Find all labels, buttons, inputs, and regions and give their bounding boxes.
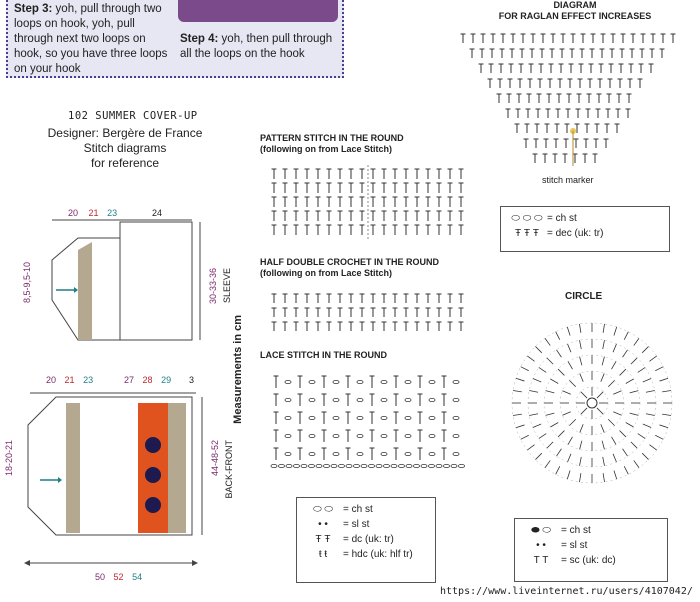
pattern-stitch-chart bbox=[268, 165, 468, 240]
chain-stitch bbox=[405, 434, 411, 437]
legend-symbol: ⬭ ⬭ ⬭ bbox=[511, 213, 543, 224]
legend-symbol: ŧ ŧ bbox=[318, 549, 328, 560]
circle-title: CIRCLE bbox=[565, 291, 603, 302]
chain-stitch bbox=[405, 452, 411, 455]
step4-label: Step 4: bbox=[180, 33, 219, 45]
raglan-title-1: DIAGRAM bbox=[553, 0, 597, 10]
hdc-title bbox=[260, 257, 439, 279]
chain-stitch bbox=[399, 464, 405, 467]
khaki-band-left bbox=[66, 403, 80, 533]
circle-stitch bbox=[597, 408, 603, 414]
chain-stitch bbox=[316, 464, 322, 467]
circle-stitch bbox=[608, 419, 614, 425]
circle-stitch bbox=[547, 442, 553, 448]
sleeve-upper bbox=[120, 222, 192, 340]
legend-row bbox=[521, 553, 661, 568]
circle-stitch bbox=[558, 431, 564, 437]
body-top-right: 3 bbox=[189, 375, 195, 385]
body-left-size-c: 23 bbox=[83, 375, 94, 385]
chain-stitch bbox=[459, 464, 465, 467]
circle-stitch bbox=[547, 358, 553, 364]
chain-stitch bbox=[333, 452, 339, 455]
circle-stitch bbox=[630, 391, 639, 393]
circle-stitch bbox=[638, 434, 645, 439]
circle-stitch bbox=[655, 435, 663, 439]
circle-stitch bbox=[614, 471, 617, 480]
circle-stitch bbox=[533, 379, 541, 382]
circle-stitch bbox=[649, 356, 656, 361]
chain-stitch bbox=[333, 398, 339, 401]
circle-stitch bbox=[580, 340, 582, 349]
chain-stitch bbox=[285, 434, 291, 437]
circle-stitch bbox=[569, 380, 575, 386]
circle-stitch bbox=[568, 344, 571, 352]
legend-row bbox=[521, 538, 661, 553]
legend-row bbox=[521, 523, 661, 538]
circle-stitch bbox=[603, 457, 605, 466]
body-mid-size-b: 28 bbox=[142, 375, 153, 385]
chain-stitch bbox=[381, 452, 387, 455]
lace-title: LACE STITCH IN THE ROUND bbox=[260, 350, 387, 360]
chain-stitch bbox=[357, 416, 363, 419]
circle-stitch bbox=[602, 357, 604, 366]
legend-row bbox=[303, 517, 429, 532]
raglan-legend bbox=[500, 206, 670, 252]
circle-stitch bbox=[634, 460, 639, 467]
chain-stitch bbox=[346, 464, 352, 467]
chain-stitch bbox=[309, 434, 315, 437]
raglan-title bbox=[470, 0, 680, 22]
chain-stitch bbox=[309, 398, 315, 401]
body-right-sizes: 44-48-52 bbox=[210, 440, 220, 477]
sleeve-width: 24 bbox=[152, 208, 163, 218]
legend-text: = hdc (uk: hlf tr) bbox=[343, 549, 413, 560]
circle-stitch bbox=[613, 344, 616, 352]
legend-text: = ch st bbox=[343, 504, 373, 515]
chain-stitch bbox=[453, 452, 459, 455]
circle-stitch bbox=[521, 367, 529, 371]
circle-stitch bbox=[646, 391, 655, 393]
chain-stitch bbox=[333, 416, 339, 419]
chain-stitch bbox=[285, 452, 291, 455]
chain-stitch bbox=[357, 398, 363, 401]
legend-text: = sl st bbox=[343, 519, 370, 530]
circle-stitch bbox=[603, 340, 605, 349]
circle-stitch bbox=[631, 442, 637, 448]
body-mid-size-a: 27 bbox=[124, 375, 135, 385]
chain-stitch bbox=[405, 416, 411, 419]
chain-stitch bbox=[406, 464, 412, 467]
circle-stitch bbox=[630, 413, 639, 415]
legend-text: = ch st bbox=[547, 213, 577, 224]
legend-row bbox=[303, 532, 429, 547]
circle-stitch bbox=[556, 466, 560, 474]
chain-stitch bbox=[421, 464, 427, 467]
chain-stitch bbox=[444, 464, 450, 467]
circle-stitch bbox=[624, 332, 628, 340]
chain-stitch bbox=[309, 416, 315, 419]
chain-stitch bbox=[309, 380, 315, 383]
legend-symbol: Ŧ Ŧ bbox=[315, 534, 331, 545]
circle-stitch bbox=[550, 379, 558, 384]
sleeve-size-b: 21 bbox=[88, 208, 99, 218]
sleeve-size-a: 20 bbox=[68, 208, 79, 218]
stitch-marker-label: stitch marker bbox=[542, 175, 594, 185]
chain-stitch bbox=[429, 452, 435, 455]
pattern-stitch-title-2: (following on from Lace Stitch) bbox=[260, 144, 392, 154]
circle-stitch bbox=[545, 460, 550, 467]
chain-stitch bbox=[294, 464, 300, 467]
body-bottom-sizes bbox=[95, 572, 142, 582]
circle-stitch bbox=[608, 380, 614, 386]
circle-stitch bbox=[603, 473, 604, 482]
legend-row bbox=[303, 502, 429, 517]
chain-stitch bbox=[381, 398, 387, 401]
chain-stitch bbox=[405, 398, 411, 401]
circle-stitch bbox=[521, 435, 529, 439]
legend-symbol: • • bbox=[536, 540, 546, 551]
circle-stitch bbox=[556, 350, 561, 357]
chain-stitch bbox=[301, 464, 307, 467]
circle-stitch bbox=[580, 357, 582, 366]
pattern-title: 102 SUMMER COVER-UP bbox=[68, 110, 198, 122]
source-url[interactable]: https://www.liveinternet.ru/users/4107042/ bbox=[440, 586, 693, 597]
khaki-band-right bbox=[168, 403, 186, 533]
body-label: BACK-FRONT bbox=[224, 440, 234, 499]
circle-stitch bbox=[539, 367, 546, 372]
chain-stitch bbox=[429, 398, 435, 401]
chain-stitch bbox=[381, 434, 387, 437]
circle-stitch bbox=[513, 390, 522, 391]
body-left-size-b: 21 bbox=[64, 375, 75, 385]
circle-stitch bbox=[568, 454, 571, 462]
circle-stitch bbox=[580, 424, 583, 432]
circle-stitch bbox=[539, 434, 546, 439]
circle-stitch bbox=[642, 453, 648, 459]
circle-stitch bbox=[568, 437, 573, 445]
chain-stitch bbox=[453, 416, 459, 419]
subtitle-line2: for reference bbox=[90, 156, 160, 170]
body-top-sizes-left bbox=[46, 375, 93, 385]
circle-stitch bbox=[581, 392, 587, 398]
step3-body: yoh, pull through two loops on hook, yoh, pull through next two loops on hook, so you have three loops on your hook bbox=[14, 3, 168, 75]
circle-stitch bbox=[579, 324, 580, 333]
circle-stitch bbox=[529, 414, 538, 416]
chain-stitch bbox=[357, 434, 363, 437]
circle-stitch bbox=[601, 424, 604, 432]
body-left-sizes: 18-20-21 bbox=[4, 440, 14, 477]
body-mid-size-c: 29 bbox=[161, 375, 172, 385]
chain-stitch bbox=[381, 416, 387, 419]
circle-stitch bbox=[620, 431, 626, 437]
circle-stitch bbox=[643, 424, 651, 427]
legend-symbol: • • bbox=[318, 519, 328, 530]
circle-stitch bbox=[558, 369, 564, 375]
legend-row bbox=[507, 226, 663, 241]
circle-stitch bbox=[631, 358, 637, 364]
circle-stitch bbox=[529, 391, 538, 393]
chain-stitch bbox=[333, 380, 339, 383]
circle-center bbox=[587, 398, 597, 408]
circle-stitch bbox=[516, 425, 525, 428]
chain-stitch bbox=[361, 464, 367, 467]
circle-stitch bbox=[613, 391, 621, 394]
chain-stitch bbox=[436, 464, 442, 467]
circle-stitch bbox=[546, 413, 555, 415]
sleeve-schematic bbox=[20, 200, 240, 350]
circle-stitch bbox=[562, 391, 570, 394]
legend-symbol: ⬭ ⬭ bbox=[313, 504, 333, 515]
circle-stitch bbox=[634, 338, 639, 345]
chain-stitch bbox=[279, 464, 285, 467]
circle-legend bbox=[514, 518, 668, 582]
legend-row bbox=[303, 547, 429, 562]
sleeve-top-sizes bbox=[68, 208, 117, 218]
circle-stitch bbox=[550, 423, 558, 428]
chain-stitch bbox=[286, 464, 292, 467]
circle-stitch bbox=[562, 412, 570, 415]
circle-stitch bbox=[556, 449, 561, 456]
circle-stitch bbox=[643, 379, 651, 382]
legend-symbol: T T bbox=[533, 555, 549, 566]
chain-stitch bbox=[429, 380, 435, 383]
circle-stitch bbox=[535, 453, 541, 459]
chain-stitch bbox=[309, 452, 315, 455]
chain-stitch bbox=[369, 464, 375, 467]
circle-stitch bbox=[516, 378, 525, 381]
circle-stitch bbox=[556, 332, 560, 340]
circle-stitch bbox=[569, 419, 575, 425]
step4-text bbox=[180, 32, 340, 62]
chain-stitch bbox=[429, 416, 435, 419]
chain-stitch bbox=[405, 380, 411, 383]
pattern-stitch-title bbox=[260, 133, 404, 155]
hdc-chart bbox=[268, 290, 468, 335]
chain-stitch bbox=[324, 464, 330, 467]
circle-stitch bbox=[579, 473, 580, 482]
chain-stitch bbox=[453, 434, 459, 437]
designer-line: Designer: Bergère de France bbox=[47, 126, 203, 140]
chain-stitch bbox=[376, 464, 382, 467]
chain-stitch bbox=[354, 464, 360, 467]
circle-stitch bbox=[580, 373, 583, 381]
circle-stitch bbox=[533, 424, 541, 427]
chain-stitch bbox=[333, 434, 339, 437]
circle-stitch bbox=[662, 390, 671, 391]
body-bottom-size-c: 54 bbox=[132, 572, 143, 582]
chain-stitch bbox=[381, 380, 387, 383]
circle-stitch bbox=[546, 391, 555, 393]
legend-text: = sc (uk: dc) bbox=[561, 555, 616, 566]
circle-stitch bbox=[612, 437, 617, 445]
circle-stitch bbox=[535, 346, 541, 352]
raglan-diagram bbox=[448, 26, 698, 186]
chain-stitch bbox=[285, 398, 291, 401]
circle-stitch bbox=[545, 338, 550, 345]
chain-stitch bbox=[391, 464, 397, 467]
circle-stitch bbox=[624, 466, 628, 474]
circle-stitch bbox=[660, 425, 669, 428]
subtitle-line1: Stitch diagrams bbox=[83, 141, 167, 155]
circle-stitch bbox=[601, 373, 604, 381]
circle-stitch bbox=[620, 369, 626, 375]
chain-stitch bbox=[357, 380, 363, 383]
circle-stitch bbox=[527, 356, 534, 361]
body-bottom-size-b: 52 bbox=[113, 572, 124, 582]
chain-stitch bbox=[384, 464, 390, 467]
circle-stitch bbox=[597, 392, 603, 398]
chain-stitch bbox=[414, 464, 420, 467]
circle-stitch bbox=[580, 441, 582, 450]
chain-stitch bbox=[285, 416, 291, 419]
chain-stitch bbox=[451, 464, 457, 467]
circle-stitch bbox=[660, 378, 669, 381]
raglan-title-2: FOR RAGLAN EFFECT INCREASES bbox=[498, 11, 652, 21]
circle-stitch bbox=[567, 327, 570, 336]
sleeve-right-sizes: 30-33-36 bbox=[208, 268, 218, 305]
circle-stitch bbox=[626, 423, 634, 428]
lace-stitch-chart bbox=[268, 372, 468, 470]
hdc-title-2: (following on from Lace Stitch) bbox=[260, 268, 392, 278]
circle-stitch bbox=[581, 408, 587, 414]
circle-stitch bbox=[603, 324, 604, 333]
chain-stitch bbox=[429, 434, 435, 437]
legend-symbol: ⬬ ⬭ bbox=[531, 525, 551, 536]
body-bottom-size-a: 50 bbox=[95, 572, 106, 582]
circle-stitch bbox=[602, 441, 604, 450]
circle-stitch bbox=[580, 457, 582, 466]
legend-symbol: Ŧ Ŧ Ŧ bbox=[515, 228, 539, 239]
step3-label: Step 3: bbox=[14, 3, 53, 15]
step4-body: yoh, then pull through all the loops on the hook bbox=[180, 33, 333, 60]
legend-text: = dec (uk: tr) bbox=[547, 228, 604, 239]
chain-stitch bbox=[339, 464, 345, 467]
chain-stitch bbox=[429, 464, 435, 467]
body-top-sizes-mid bbox=[124, 375, 171, 385]
circle-stitch bbox=[568, 361, 573, 369]
step-photo bbox=[178, 0, 338, 22]
legend-text: = sl st bbox=[561, 540, 588, 551]
chain-stitch bbox=[271, 464, 277, 467]
body-schematic bbox=[20, 375, 230, 575]
legend-text: = dc (uk: tr) bbox=[343, 534, 394, 545]
circle-stitch bbox=[567, 471, 570, 480]
circle-stitch bbox=[662, 414, 671, 415]
circle-stitch bbox=[649, 445, 656, 450]
circle-stitch bbox=[613, 454, 616, 462]
sleeve-left-sizes: 8,5-9,5-10 bbox=[22, 262, 32, 304]
chain-stitch bbox=[453, 398, 459, 401]
measurements-label: Measurements in cm bbox=[232, 315, 244, 424]
circle-diagram bbox=[502, 308, 682, 498]
pattern-stitch-title-1: PATTERN STITCH IN THE ROUND bbox=[260, 133, 404, 143]
chain-stitch bbox=[285, 380, 291, 383]
circle-stitch bbox=[626, 379, 634, 384]
sleeve-size-c: 23 bbox=[107, 208, 118, 218]
legend-row bbox=[507, 211, 663, 226]
circle-stitch bbox=[623, 449, 628, 456]
circle-stitch bbox=[513, 414, 522, 415]
main-legend bbox=[296, 497, 436, 583]
circle-stitch bbox=[612, 361, 617, 369]
circle-stitch bbox=[623, 350, 628, 357]
legend-text: = ch st bbox=[561, 525, 591, 536]
body-left-size-a: 20 bbox=[46, 375, 57, 385]
chain-stitch bbox=[331, 464, 337, 467]
circle-stitch bbox=[614, 327, 617, 336]
chain-stitch bbox=[309, 464, 315, 467]
circle-stitch bbox=[642, 346, 648, 352]
sleeve-label: SLEEVE bbox=[222, 268, 232, 304]
circle-stitch bbox=[655, 367, 663, 371]
circle-stitch bbox=[646, 414, 655, 416]
pattern-designer-block bbox=[40, 126, 210, 171]
chain-stitch bbox=[357, 452, 363, 455]
hdc-title-1: HALF DOUBLE CROCHET IN THE ROUND bbox=[260, 257, 439, 267]
circle-stitch bbox=[527, 445, 534, 450]
circle-stitch bbox=[638, 367, 645, 372]
chain-stitch bbox=[453, 380, 459, 383]
circle-stitch bbox=[613, 412, 621, 415]
step3-text bbox=[14, 2, 174, 77]
